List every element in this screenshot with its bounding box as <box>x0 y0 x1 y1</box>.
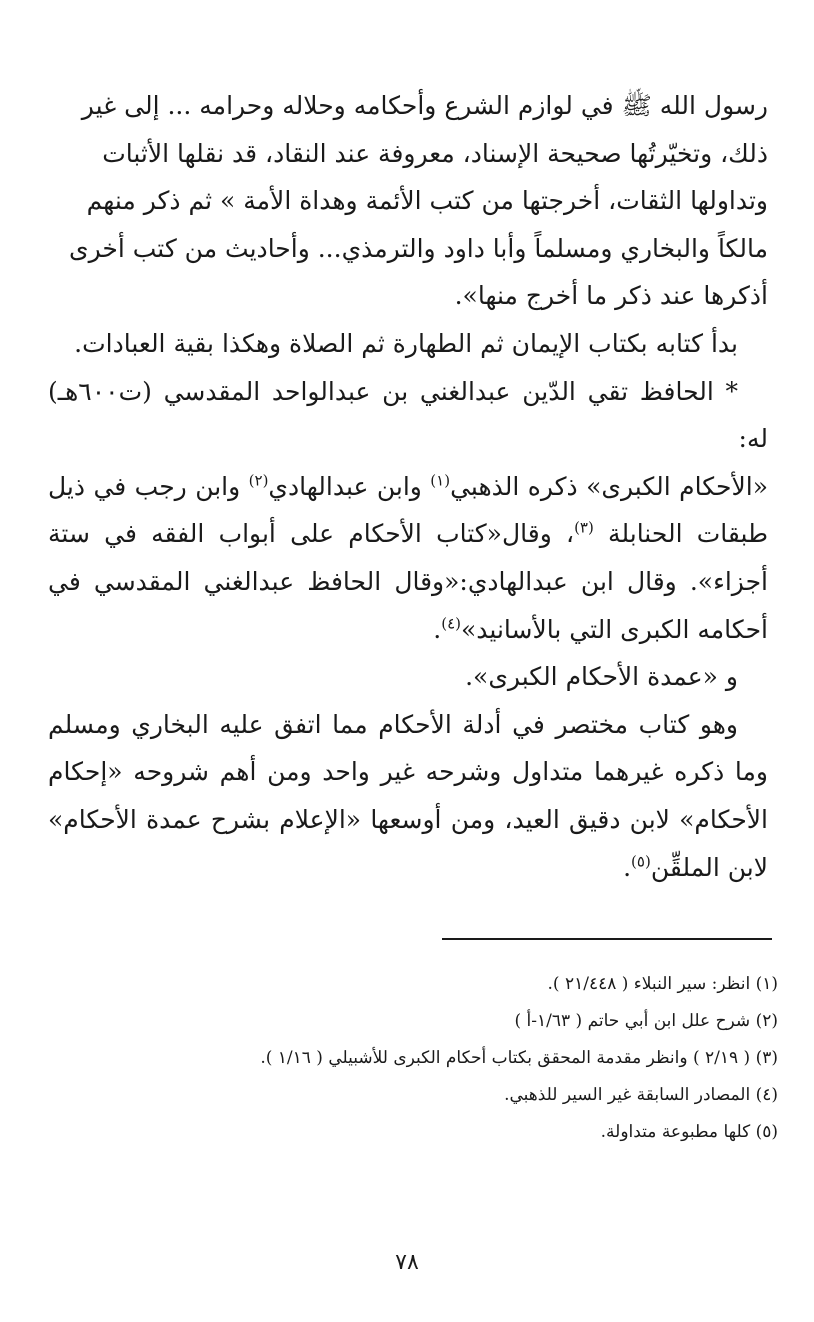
footnote-ref-2[interactable]: (٢) <box>248 471 269 490</box>
footnotes <box>48 966 778 1151</box>
text-run: وهو كتاب مختصر في أدلة الأحكام مما اتفق عليه البخاري ومسلم وما ذكره غيرهما متداول وشرحه غير واحد ومن أهم شروحه «إحكام الأحكام» لابن دقيق العيد، ومن أوسعها «الإعلام بشرح عمدة الأحكام» لابن الملقِّن <box>48 709 768 882</box>
text-line: أذكرها عند ذكر ما أخرج منها». <box>454 281 768 311</box>
text-line: وتخيّرتُها صحيحة الإسناد، معروفة عند النقاد، قد نقلها الأثبات وتداولها <box>102 138 768 216</box>
text-run: وابن رجب في ذيل طبقات الحنابلة <box>48 471 768 549</box>
footnote-ref-1[interactable]: (١) <box>430 471 451 490</box>
paragraph-book-structure: بدأ كتابه بكتاب الإيمان ثم الطهارة ثم الصلاة وهكذا بقية العبادات. <box>74 328 738 358</box>
footnote-3: (٣) ( ٢/١٩ ) وانظر مقدمة المحقق بكتاب أحكام الكبرى للأشبيلي ( ١/١٦ ). <box>260 1048 778 1068</box>
paragraph-umdat-description <box>48 701 768 891</box>
text-run: «الأحكام الكبرى» ذكره الذهبي <box>450 471 768 501</box>
footnote-ref-4[interactable]: (٤) <box>441 614 461 633</box>
paragraph-author-heading: * الحافظ تقي الدّين عبدالغني بن عبدالواحد المقدسي (ت٦٠٠هـ) له: <box>48 376 768 454</box>
text-run: . <box>433 614 442 644</box>
text-run: وابن عبدالهادي <box>268 471 431 501</box>
main-text <box>48 82 768 891</box>
text-line: رسول الله ﷺ في لوازم الشرع وأحكامه وحلاله وحرامه ... إلى غير ذلك، <box>81 91 768 168</box>
footnote-1: (١) انظر: سير النبلاء ( ٢١/٤٤٨ ). <box>547 974 778 994</box>
paragraph-umdat-title: و «عمدة الأحكام الكبرى». <box>465 662 738 692</box>
text-run: ، وقال«كتاب الأحكام على أبواب الفقه في ستة أجزاء». وقال ابن عبدالهادي:«وقال الحافظ عبدالغني المقدسي في أحكامه الكبرى التي بالأسانيد» <box>48 519 768 644</box>
page-number: ٧٨ <box>395 1250 419 1275</box>
footnote-ref-3[interactable]: (٣) <box>574 519 594 538</box>
paragraph-ahkam-kubra <box>48 463 768 653</box>
footnote-4: (٤) المصادر السابقة غير السير للذهبي. <box>504 1085 778 1105</box>
footnote-divider <box>442 938 772 940</box>
footnote-2: (٢) شرح علل ابن أبي حاتم ( ١/٦٣-أ ) <box>514 1011 778 1031</box>
footnote-5: (٥) كلها مطبوعة متداولة. <box>600 1122 778 1142</box>
text-run: . <box>623 852 632 882</box>
footnote-ref-5[interactable]: (٥) <box>631 852 651 871</box>
text-line: والبخاري ومسلماً وأبا داود والترمذي... وأحاديث من كتب أخرى <box>69 233 710 263</box>
paragraph-quote-continuation <box>48 82 768 320</box>
text-line: الثقات، أخرجتها من كتب الأئمة وهداة الأمة » ثم ذكر منهم مالكاً <box>86 186 768 263</box>
